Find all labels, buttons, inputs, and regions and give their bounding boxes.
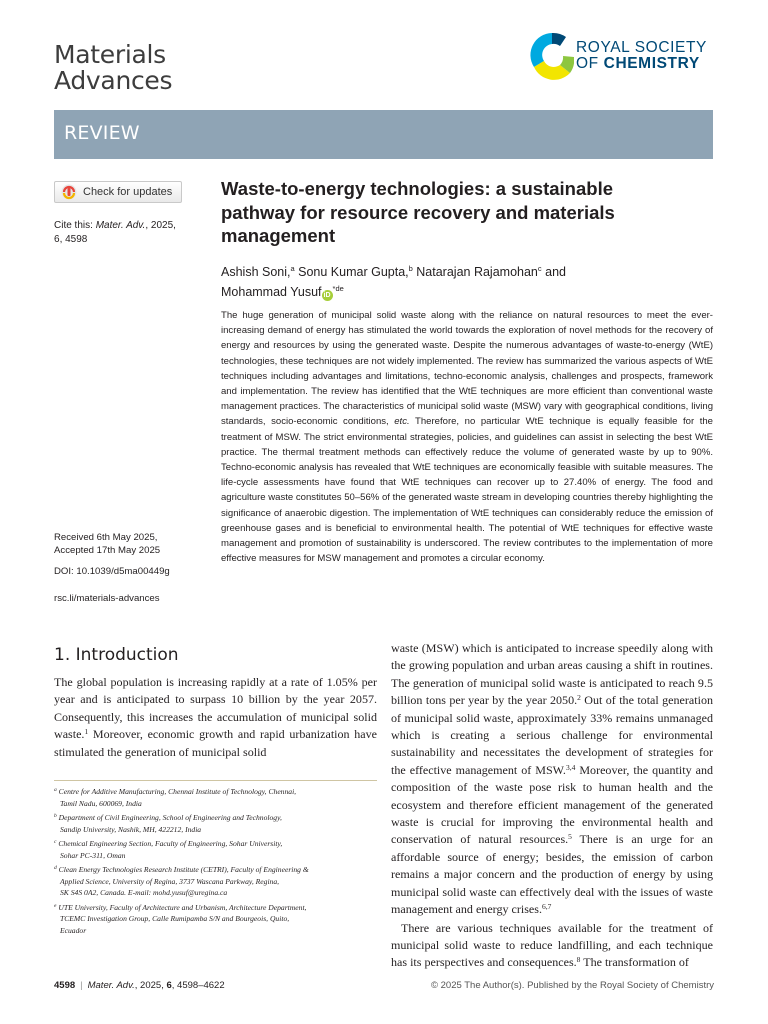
check-updates-label: Check for updates — [83, 186, 173, 198]
rsc-name-line2: OF CHEMISTRY — [576, 55, 700, 72]
affiliation: $^c$ Chemical Engineering Section, Faculty of Engineering, Sohar University, Sohar PC-311, Oman — [54, 839, 283, 860]
check-updates-icon — [61, 184, 77, 200]
author-list: Ashish Soni,$^a$ Sonu Kumar Gupta,$^b$ Natarajan Rajamohan$^c$ and Mohammad Yusuf $iD^{*de}$ — [221, 264, 566, 299]
doi[interactable]: DOI: 10.1039/d5ma00449g — [54, 566, 170, 577]
reference-link[interactable]: 5 — [568, 832, 572, 842]
affiliation: $^d$ Clean Energy Technologies Research Institute (CETRI), Faculty of Engineering & Applied Science, University of Regina, 3737 Wascana Parkway, Regina, SK S4S 0A2, Canada. E-mail: mohd.yusuf@uregina.ca — [54, 865, 309, 897]
journal-title — [54, 42, 172, 94]
article-title: Waste-to-energy technologies: a sustainable pathway for resource recovery and materials management — [221, 178, 615, 246]
body-text-left: The global population is increasing rapidly at a rate of 1.05% per year and is anticipated to surpass 10 billion by the year 2057. Consequently, this increases the accumulation of municipal solid waste.$^1$ Moreover, economic growth and rapid urbanization have stimulated the generation of municipal solid — [54, 675, 377, 759]
author[interactable]: Sonu Kumar Gupta, — [298, 265, 409, 279]
reference-link[interactable]: 3,4 — [565, 762, 576, 772]
author[interactable]: Ashish Soni, — [221, 265, 291, 279]
reference-link[interactable]: 8 — [576, 955, 581, 965]
page-footer: 4598 | Mater. Adv., 2025, 6, 4598–4622 — [54, 980, 225, 991]
affiliation: $^b$ Department of Civil Engineering, School of Engineering and Technology, Sandip University, Nashik, MH, 422212, India — [54, 813, 282, 834]
body-text-right — [391, 640, 713, 972]
rsc-name-line1: ROYAL SOCIETY — [576, 39, 707, 56]
affiliation: $^e$ UTE University, Faculty of Architecture and Urbanism, Architecture Department, TCEMC Investigation Group, Calle Rumipamba S/N and Bourgeois, Quito, Ecuador — [54, 902, 307, 935]
footnote-divider — [54, 780, 377, 781]
page-number: 4598 — [54, 980, 76, 991]
copyright: © 2025 The Author(s). Published by the Royal Society of Chemistry — [431, 980, 714, 991]
journal-link[interactable]: rsc.li/materials-advances — [54, 593, 160, 604]
section-banner — [54, 110, 713, 159]
affiliations — [54, 785, 377, 938]
abstract: The huge generation of municipal solid waste along with the reliance on natural resources to meet the ever-increasing demand of energy has stimulated the world towards the exploration of novel methods for the recovery of energy and resources by using the generated waste. Despite the numerous advantages of waste-to-energy (WtE) technologies, these techniques are not widely implemented. The review has summarized the various aspects of WtE techniques including advantages and limitations, techno-economic analysis, challenges and prospects, framework and implementation. The review has identified that the WtE techniques are more efficient than conventional waste management practices. The characteristics of municipal solid waste (MSW) vary with geographical conditions, living standards, socio-economic conditions, etc. Therefore, no particular WtE technique is equally feasible for the treatment of MSW. The strict environmental strategies, policies, and guidelines can assist in selecting the best WtE practice. The thermal treatment methods can effectively reduce the volume of generated waste by up to 90%. Techno-economic analysis has revealed that WtE techniques are economically feasible with suitable measures. The life-cycle assessments have found that WtE techniques can recover up to 27.40% of energy. The food and agriculture waste constitutes 50–56% of the generated waste stream in developing countries thereby highlighting the significance of anaerobic digestion. The implementation of WtE techniques can considerably reduce the emission of greenhouse gases and is beneficial to environmental health. The potential of WtE techniques for effective waste management and promotion of sustainability is underscored. The review contributes to the implementation of more effective measures for MSW management and promotes a circular economy. — [221, 310, 713, 565]
author[interactable]: Mohammad Yusuf — [221, 284, 322, 299]
paragraph: waste (MSW) which is anticipated to increase speedily along with the growing population and urban areas causing a shift in routines. The generation of municipal solid waste is anticipated to reach 9.5 billion tons per year by the year 2050.$^2$ Out of the total generation of municipal solid waste, approximately 33% remains unmanaged which is creating a serious challenge for environmental sustainability and necessitates the development of strategies for the effective management of MSW.$^{3,4}$ Moreover, the quantity and composition of the waste pose risk to human health and the ecosystem and therefore efficient management of the generated waste is crucial for improving the environmental health and conservation of natural resources.$^5$ There is an urge for an affordable source of energy; besides, the emission of carbon remains a major concern and the production of energy by using municipal solid waste can effectively deal with the issues of waste management and energy crises.$^{6,7}$ — [391, 641, 714, 917]
affiliation: $^a$ Centre for Additive Manufacturing, Chennai Institute of Technology, Chennai, Tamil Nadu, 600069, India — [54, 787, 297, 808]
orcid-icon[interactable]: iD — [323, 291, 331, 299]
received-dates: Received 6th May 2025, Accepted 17th May 2025 — [54, 532, 161, 556]
publisher-logo[interactable] — [530, 29, 720, 84]
section-heading: 1. Introduction — [54, 645, 179, 665]
reference-link[interactable]: 1 — [84, 727, 89, 737]
citation: Cite this: Mater. Adv., 2025, 6, 4598 — [54, 220, 176, 245]
author[interactable]: Natarajan Rajamohan — [416, 265, 538, 279]
journal-title-line1: Materials — [54, 40, 166, 69]
check-for-updates-button[interactable] — [54, 181, 182, 203]
section-label: REVIEW — [64, 122, 140, 144]
reference-link[interactable]: 6,7 — [541, 902, 552, 912]
reference-link[interactable]: 2 — [577, 693, 581, 703]
paragraph: There are various techniques available for the treatment of municipal solid waste to reduce landfilling, and each technique has its perspectives and consequences.$^8$ The transformation of — [391, 920, 713, 970]
rsc-ring-icon — [530, 29, 574, 83]
journal-title-line2: Advances — [54, 66, 173, 95]
